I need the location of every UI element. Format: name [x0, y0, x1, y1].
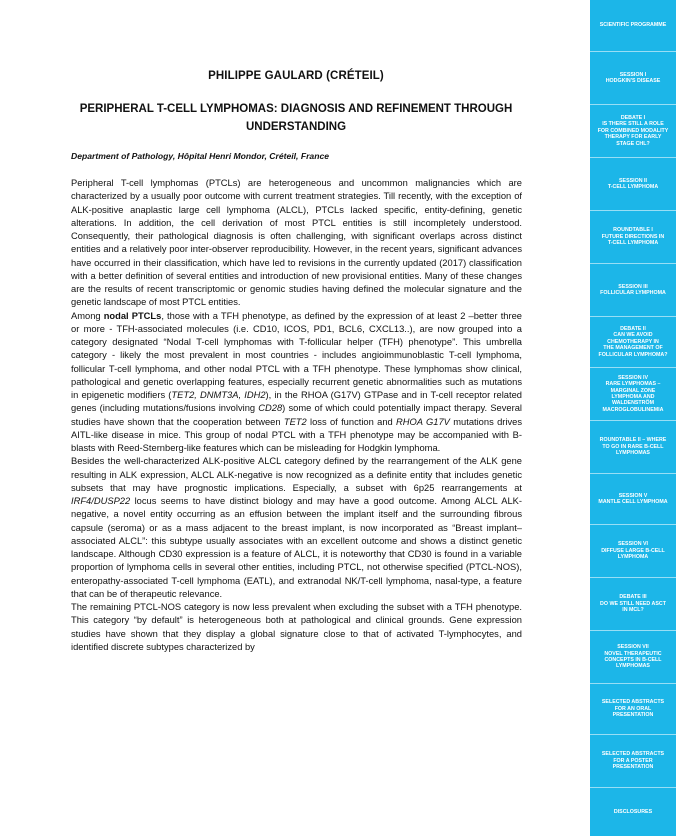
nav-session-7[interactable] — [590, 631, 676, 684]
nav-label: SESSION V MANTLE CELL LYMPHOMA — [598, 492, 668, 505]
nav-label: SELECTED ABSTRACTS FOR A POSTER PRESENTATION — [601, 751, 665, 771]
nav-debate-1[interactable] — [590, 105, 676, 158]
nav-label: SESSION VII NOVEL THERAPEUTIC CONCEPTS IN B-CELL LYMPHOMAS — [604, 644, 662, 670]
nav-label: SESSION VI DIFFUSE LARGE B-CELL LYMPHOMA — [601, 541, 665, 561]
nav-session-2[interactable] — [590, 158, 676, 211]
nav-label: SELECTED ABSTRACTS FOR AN ORAL PRESENTATION — [601, 699, 665, 719]
nav-session-6[interactable] — [590, 525, 676, 578]
nav-session-1[interactable] — [590, 52, 676, 105]
nav-session-5[interactable] — [590, 474, 676, 525]
nav-label: SESSION IV RARE LYMPHOMAS – MARGINAL ZONE LYMPHOMA AND WALDENSTRÖM MACROGLOBULINEMIA — [602, 374, 664, 413]
nav-debate-2[interactable] — [590, 317, 676, 368]
nav-debate-3[interactable] — [590, 578, 676, 631]
nav-label: SCIENTIFIC PROGRAMME — [599, 22, 667, 29]
nav-disclosures[interactable] — [590, 788, 676, 836]
nav-session-4[interactable] — [590, 368, 676, 421]
nav-scientific-programme[interactable] — [590, 0, 676, 52]
nav-roundtable-1[interactable] — [590, 211, 676, 264]
nav-label: SESSION III FOLLICULAR LYMPHOMA — [600, 283, 666, 296]
nav-label: DEBATE I IS THERE STILL A ROLE FOR COMBINED MODALITY THERAPY FOR EARLY STAGE CHL? — [597, 114, 669, 147]
nav-label: DEBATE II CAN WE AVOID CHEMOTHERAPY IN THE MANAGEMENT OF FOLLICULAR LYMPHOMA? — [598, 325, 668, 358]
nav-label: DISCLOSURES — [613, 808, 653, 815]
nav-label: ROUNDTABLE I FUTURE DIRECTIONS IN T-CELL LYMPHOMA — [601, 227, 665, 247]
nav-label: SESSION II T-CELL LYMPHOMA — [607, 177, 659, 190]
nav-session-3[interactable] — [590, 264, 676, 317]
author-heading: PHILIPPE GAULARD (CRÉTEIL) — [208, 70, 384, 82]
nav-roundtable-2[interactable] — [590, 421, 676, 474]
paragraph-3: Besides the well-characterized ALK-positive ALCL category defined by the rearrangement of the ALK gene resulting in ALK expression, ALCL ALK-negative is now recognized as a definite entity that includes genetic subsets that may have prognostic implications. Especially, a subset with 6p25 rearrangements at IRF4/DUSP22 locus seems to have distinct biology and may have a good outcome. Among ALCL ALK-negative, a novel entity occurring as an effusion between the implant itself and the surrounding fibrous capsule (seroma) or as a mass adjacent to the breast implant, is now incorporated as “Breast implant–associated ALCL”: this subtype usually associates with an excellent outcome and shows a distinct genetic landscape. Although CD30 expression is a feature of ALCL, it is noteworthy that CD30 is found in a variable proportion of lymphoma cells in several other entities, including PTCL, not otherwise specified (PTCL-NOS), enteropathy-associated T-cell lymphoma (EATL), and extranodal NK/T-cell lymphoma, nasal-type, a feature that can be of therapeutic relevance. — [71, 456, 522, 599]
programme-sidebar — [590, 0, 676, 836]
nav-label: SESSION I HODGKIN'S DISEASE — [605, 71, 661, 84]
paragraph-4: The remaining PTCL-NOS category is now less prevalent when excluding the subset with a TFH phenotype. This category “by default” is heterogeneous both at pathological and clinical grounds. Gene expression studies have shown that they display a global signature close to that of activated T-lymphocytes, and identified discrete subtypes characterized by — [71, 602, 522, 652]
affiliation: Department of Pathology, Hôpital Henri Mondor, Créteil, France — [71, 151, 330, 161]
nav-oral-abstracts[interactable] — [590, 684, 676, 735]
paragraph-1: Peripheral T-cell lymphomas (PTCLs) are heterogeneous and uncommon malignancies which are characterized by a usually poor outcome with current treatment strategies. Till recently, with the exception of ALK-positive anaplastic large cell lymphoma (ALCL), PTCLs lacked specific, entity-defining, genetic alterations. In addition, the cell derivation of most PTCL entities is still incompletely understood. Consequently, their pathological diagnosis is often challenging, with significant overlaps across distinct entities and a relatively poor inter-observer reproducibility. However, in the recent years, significant advances have occurred in their classification, which have led to revisions in the currently updated (2017) classification with a better definition of several entities and introduction of new provisional entities. Many of these changes are the results of recent transcriptomic or genomic studies having defined the molecular signature and the genetic landscape of most PTCL entities. — [71, 178, 522, 308]
nav-label: ROUNDTABLE II – WHERE TO GO IN RARE B-CELL LYMPHOMAS — [599, 437, 667, 457]
nav-label: DEBATE III DO WE STILL NEED ASCT IN MCL? — [600, 594, 666, 614]
article-title: PERIPHERAL T-CELL LYMPHOMAS: DIAGNOSIS AND REFINEMENT THROUGH UNDERSTANDING — [79, 103, 513, 133]
article-body — [71, 177, 522, 654]
nav-poster-abstracts[interactable] — [590, 735, 676, 788]
paragraph-2: Among nodal PTCLs, those with a TFH phenotype, as defined by the expression of at least 2 –better three or more - TFH-associated molecules (i.e. CD10, ICOS, PD1, BCL6, CXCL13..), are now grouped into a category designated “Nodal T-cell lymphomas with T-follicular helper (TFH) phenotype”. This umbrella category - likely the most prevalent in most countries - includes angioimmunoblastic T-cell lymphoma, follicular T-cell lymphoma, and other nodal PTCL with a TFH phenotype. These lymphomas show clinical, pathological and genetic overlapping features, especially recurrent genetic abnormalities such as mutations in epigenetic modifiers (TET2, DNMT3A, IDH2), in the RHOA (G17V) GTPase and in T-cell receptor related genes (including mutations/fusions involving CD28) some of which could potentially impact therapy. Several studies have shown that the cooperation between TET2 loss of function and RHOA G17V mutations drives AITL-like disease in mice. This group of nodal PTCL with a TFH phenotype may be accompanied with B-blasts with Reed-Sternberg-like features which can be misleading for Hodgkin lymphoma. — [71, 310, 523, 453]
